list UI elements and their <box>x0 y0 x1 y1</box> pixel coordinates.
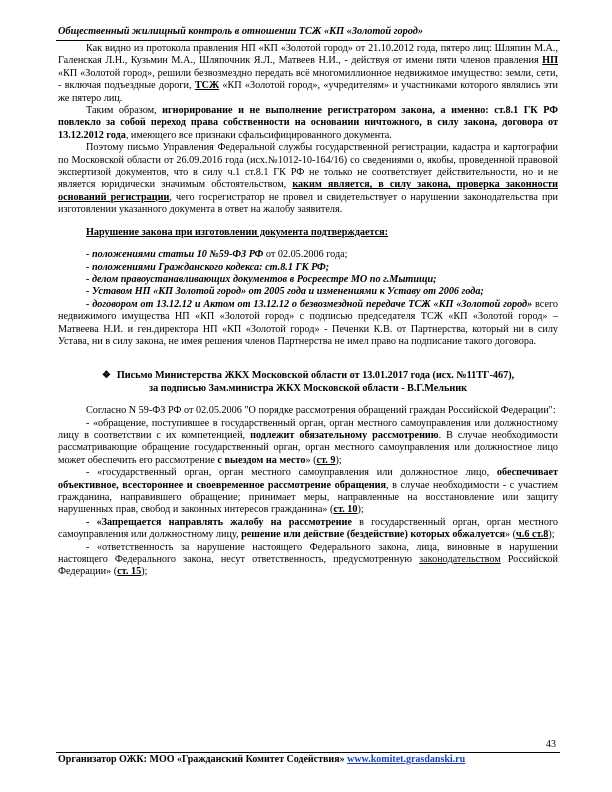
article-ref: ч.6 ст.8 <box>516 529 549 541</box>
text-run-bold-italic: - положениями статьи 10 №59-ФЗ РФ <box>86 249 264 261</box>
text-run: . В случае необходимости рассматривающие обращение государственный орган, орган местного самоуправления или должностное лицо может обеспечить его рассмотрение <box>58 429 558 466</box>
text-run-underlined: ТСЖ <box>194 80 220 92</box>
text-run-underlined: законодательством <box>419 554 501 566</box>
text-run: - «ответственность за нарушение настоящего Федерального закона, лица, виновные в нарушении настоящего Федерального закона, несут ответственность, предусмотренную <box>58 541 558 566</box>
law-quote-art9 <box>58 418 558 468</box>
law-quote-art10 <box>58 467 558 517</box>
violation-heading: Нарушение закона при изготовлении документа подтверждается: <box>86 226 389 238</box>
text-run: всего недвижимого имущества НП «КП «Золотой город» с подписью председателя ТСЖ «КП «Золотой город» – Матвеева Н.И. и ген.директора НП «КП «Золотой город» - Печенки К.В. от Партнерства, который ни в силу Устава, ни в силу закона, не имея решения членов Партнерства не имел право на подписание такого договора. <box>58 298 558 347</box>
text-run: Российской Федерации» ( <box>58 554 558 578</box>
evidence-list <box>58 249 558 348</box>
text-run: ); <box>357 504 364 516</box>
text-run: , имеющего все признаки сфальсифицированного документа. <box>125 129 392 141</box>
text-run: - «обращение, поступившее в государственный орган, орган местного самоуправления или должностному лицу в соответствии с их компетенцией, <box>58 417 558 441</box>
list-item: - делом правоустанавливающих документов в Росреестре МО по г.Мытищи; <box>86 273 437 285</box>
list-item <box>58 249 558 261</box>
text-run: Поэтому письмо Управления Федеральной службы государственной регистрации, кадастра и картографии по Московской области от 26.09.2016 года (исх.№1012-10-164/16) со сведениями о, якобы, проведенной правовой экспертизой документов, что в силу ч.1 ст.8.1 ГК РФ не только не соответствует действительности, но и не является юридически значимым обстоятельством, <box>58 142 558 191</box>
text-run-underlined: НП <box>542 55 558 67</box>
page-number: 43 <box>546 739 556 750</box>
footer-organizer: Организатор ОЖК: МОО «Гражданский Комитет Содействия» <box>58 754 345 765</box>
text-run-bold: игнорирование и не выполнение регистратором закона, а именно: ст.8.1 ГК РФ повлекло за собой переход права собственности на основании ничтожного, в силу закона, договора от 13.12.2012 года <box>58 105 559 141</box>
document-body <box>58 43 558 579</box>
text-run-bold: подлежит обязательному рассмотрению <box>250 429 439 441</box>
text-run-bold: обеспечивает объективное, всестороннее и своевременное рассмотрение обращения <box>58 467 558 491</box>
text-run: » ( <box>305 454 317 466</box>
article-ref: ст. 9 <box>316 454 336 466</box>
text-run-bold: с выездом на место <box>217 454 306 466</box>
footer-divider <box>56 752 560 753</box>
text-run: ); <box>335 454 342 466</box>
page-footer <box>58 754 558 766</box>
text-run: «КП «Золотой город», решили безвозмездно передать всё многомиллионное недвижимое имущество: земли, сети, - включая подъездные дороги, <box>58 67 558 92</box>
section-heading-line2: за подписью Зам.министра ЖКХ Московской области - В.Г.Мельник <box>149 382 467 394</box>
article-ref: ст. 10 <box>333 504 358 516</box>
text-run: ); <box>548 529 555 541</box>
text-run-bold: решение или действие (бездействие) которых обжалуется <box>241 529 505 541</box>
law-quote-art15 <box>58 542 558 579</box>
text-run: , чего госрегистратор не провел и свидетельствует о нарушении законодательства при изготовлении указанного документа в ответ на жалобу заявителя. <box>58 191 559 216</box>
text-run-bold-italic: - договором от 13.12.12 и Актом от 13.12.12 о безвозмездной передаче ТСЖ «КП «Золотой город» <box>86 298 533 310</box>
law-intro: Согласно N 59-ФЗ РФ от 02.05.2006 "О порядке рассмотрения обращений граждан Российской Федерации": <box>86 405 556 417</box>
list-item: - положениями Гражданского кодекса: ст.8.1 ГК РФ; <box>86 261 330 273</box>
text-run: «КП «Золотой город», «учредителям» и участниками которого являлись эти же пятеро лиц. <box>58 80 558 104</box>
text-run: Таким образом, <box>86 105 163 117</box>
law-quote-art8 <box>58 517 558 542</box>
header-divider <box>56 40 560 41</box>
text-run: , в случае необходимости - с участием гражданина, направившего обращение; принимает меры, направленные на восстановление или защиту нарушенных прав, свобод и законных интересов гражданина» ( <box>58 479 558 516</box>
text-run: от 02.05.2006 года; <box>263 249 348 261</box>
paragraph-conclusion <box>58 105 558 142</box>
text-run: в государственный орган, орган местного самоуправления или должностному лицу, <box>58 516 558 541</box>
text-run-underlined: каким является, в силу закона, проверка законности оснований регистрации <box>58 179 558 203</box>
text-run-bold: - «Запрещается направлять жалобу на рассмотрение <box>86 516 352 528</box>
page-header: Общественный жилищный контроль в отношении ТСЖ «КП «Золотой город» <box>58 26 424 37</box>
section-heading <box>58 370 558 395</box>
list-item <box>58 299 558 349</box>
paragraph-protocol <box>58 43 558 105</box>
text-run: » ( <box>505 529 517 541</box>
text-run: ); <box>141 566 148 578</box>
diamond-bullet-icon: ❖ <box>101 370 111 382</box>
footer-website-link[interactable]: www.komitet.grasdanski.ru <box>347 754 466 765</box>
text-run: - «государственный орган, орган местного самоуправления или должностное лицо, <box>86 467 497 479</box>
paragraph-rosreestr-letter <box>58 142 558 216</box>
article-ref: ст. 15 <box>117 566 142 578</box>
text-run: Как видно из протокола правления НП «КП «Золотой город» от 21.10.2012 года, пятеро лиц: Шляпин М.А., Галенская Л.Н., Кузьмин М.А., Шляпочник Я.Л., Матвеев Н.И., - действуя от имени пяти членов правления <box>58 43 558 67</box>
section-heading-line1: Письмо Министерства ЖКХ Московской области от 13.01.2017 года (исх. №11ТГ-467), <box>116 370 515 382</box>
list-item: - Уставом НП «КП Золотой город» от 2005 года и изменениями к Уставу от 2006 года; <box>86 286 484 298</box>
